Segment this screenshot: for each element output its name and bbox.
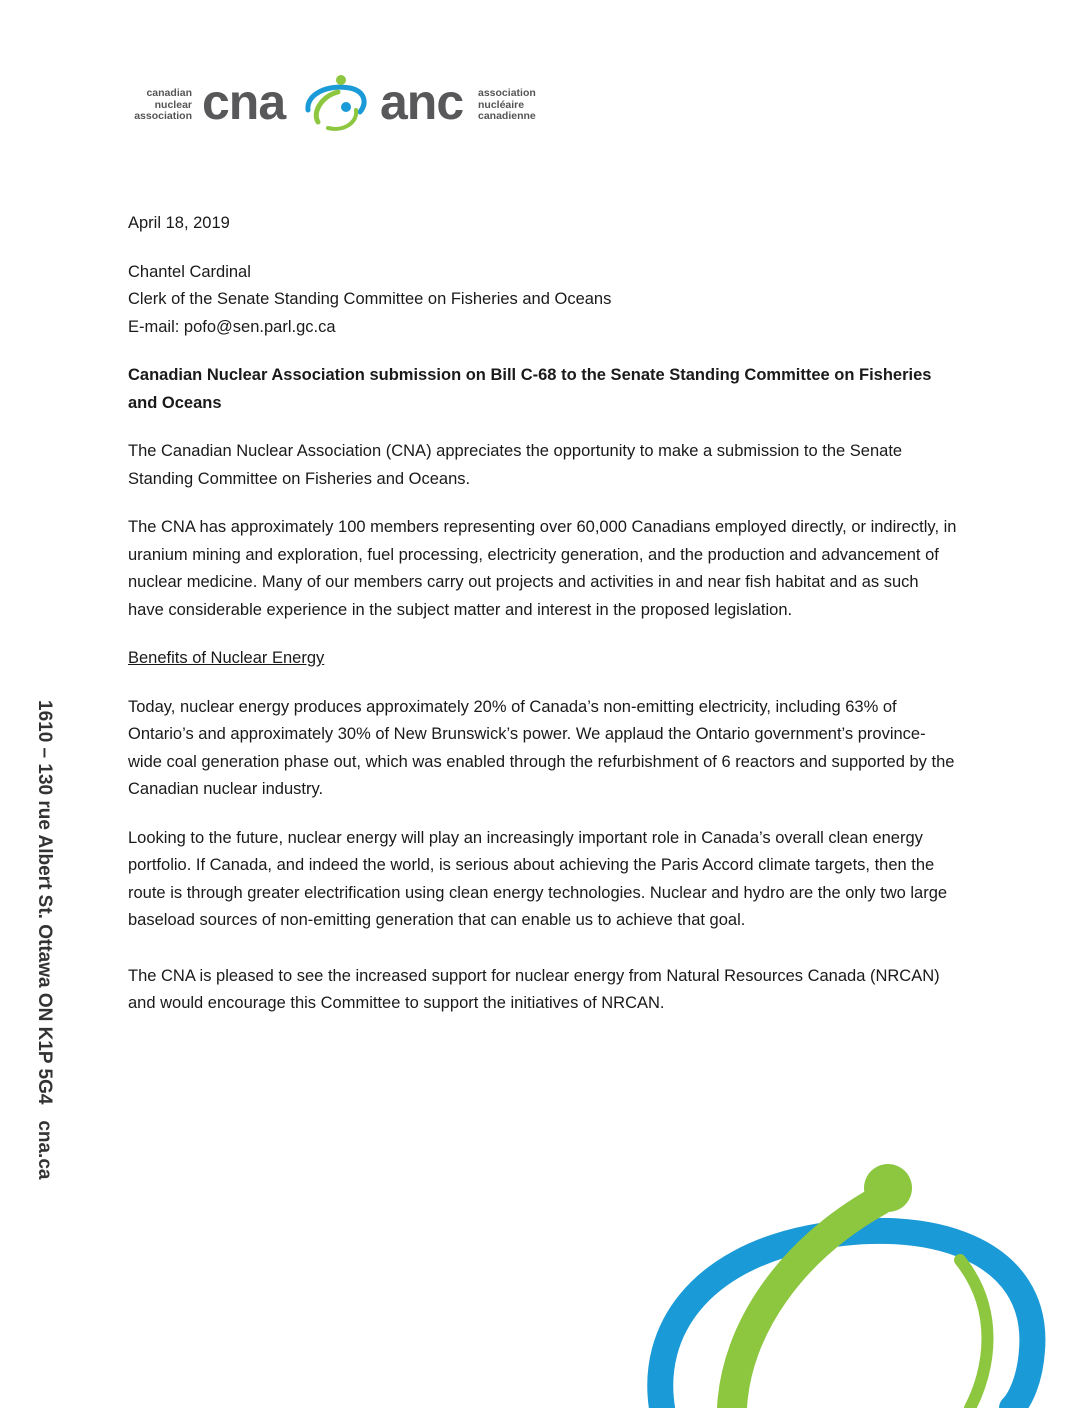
- logo-word: association: [478, 87, 536, 99]
- logo-word: nucléaire: [478, 98, 525, 111]
- logo-word: canadian: [146, 87, 192, 99]
- section-heading: Benefits of Nuclear Energy: [128, 649, 325, 667]
- vertical-address-bar: [34, 700, 70, 1180]
- recipient-title: Clerk of the Senate Standing Committee on Fisheries and Oceans: [128, 290, 612, 308]
- recipient-email: E-mail: pofo@sen.parl.gc.ca: [128, 317, 336, 336]
- address-text: 1610 – 130 rue Albert St. Ottawa ON K1P 5G4: [34, 700, 55, 1105]
- paragraph-nrcan: The CNA is pleased to see the increased support for nuclear energy from Natural Resources Canada (NRCAN) and would encourage this Committee to support the initiatives of NRCAN.: [128, 966, 940, 1012]
- paragraph-members: The CNA has approximately 100 members representing over 60,000 Canadians employed directly, or indirectly, in uranium mining and exploration, fuel processing, electricity generation, and the production and advancement of nuclear medicine. Many of our members carry out projects and activities in and near fish habitat and as such have considerable experience in the subject matter and interest in the proposed legislation.: [128, 518, 957, 619]
- decorative-swirl-icon: [640, 1150, 1088, 1408]
- logo-english-name: [130, 88, 192, 123]
- logo-word: nuclear: [154, 98, 192, 111]
- logo-french-name: [478, 88, 536, 123]
- letter-body: [128, 210, 958, 1039]
- address-line: [33, 700, 55, 1179]
- paragraph-intro: The Canadian Nuclear Association (CNA) appreciates the opportunity to make a submission to the Senate Standing Committee on Fisheries and Oceans.: [128, 442, 903, 488]
- logo-cna-acronym: cna: [202, 74, 286, 130]
- logo-word: association: [134, 110, 192, 122]
- letter-date: April 18, 2019: [128, 214, 230, 232]
- recipient-block: [128, 259, 958, 342]
- cna-logo: [130, 72, 550, 134]
- paragraph-today: Today, nuclear energy produces approximately 20% of Canada’s non-emitting electricity, including 63% of Ontario’s and approximately 30% of New Brunswick’s power. We applaud the Ontario government’s province-wide coal generation phase out, which was enabled through the refurbishment of 6 reactors and supported by the Canadian nuclear industry.: [128, 697, 955, 798]
- letter-subject: Canadian Nuclear Association submission on Bill C-68 to the Senate Standing Committee on Fisheries and Oceans: [128, 366, 932, 412]
- logo-word: canadienne: [478, 110, 536, 122]
- atom-mark-icon: [298, 72, 372, 134]
- website-text: cna.ca: [34, 1120, 55, 1180]
- logo-anc-acronym: anc: [380, 74, 464, 130]
- recipient-name: Chantel Cardinal: [128, 262, 251, 281]
- paragraph-future: Looking to the future, nuclear energy will play an increasingly important role in Canada’s overall clean energy portfolio. If Canada, and indeed the world, is serious about achieving the Paris Accord climate targets, then the route is through greater electrification using clean energy technologies. Nuclear and hydro are the only two large baseload sources of non-emitting generation that can enable us to achieve that goal.: [128, 828, 948, 929]
